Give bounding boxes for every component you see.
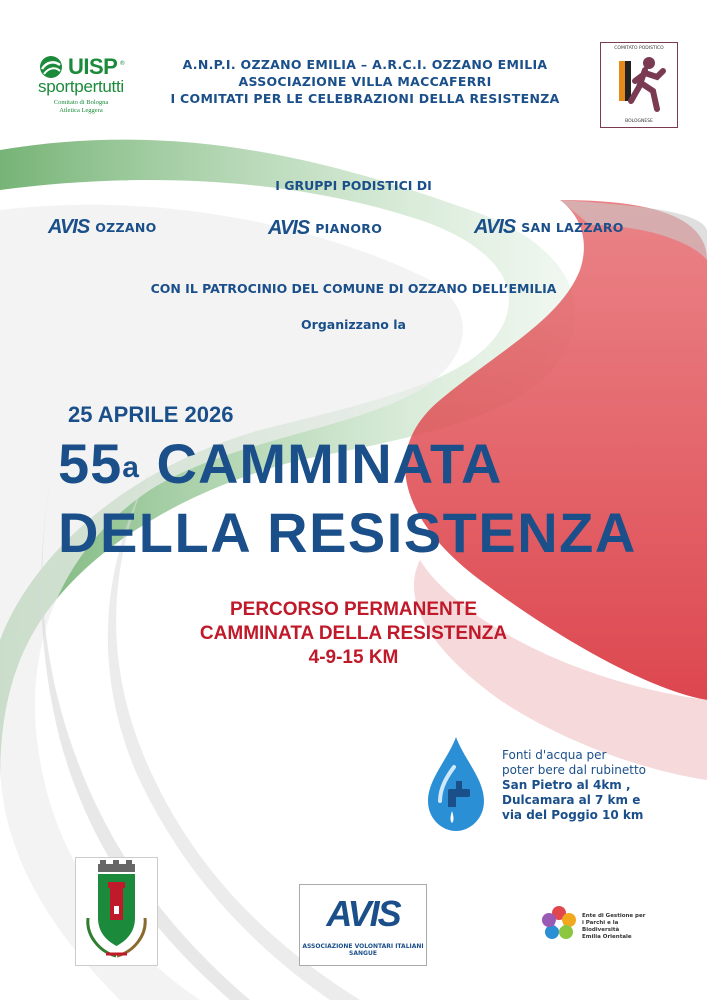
event-date: 25 APRILE 2026	[68, 402, 234, 427]
uisp-section-name: Atletica Leggera	[59, 107, 103, 114]
registered-mark: ®	[119, 59, 126, 67]
water-intro-2: poter bere dal rubinetto	[502, 763, 647, 777]
parchi-emilia-orientale-logo	[538, 903, 656, 945]
organizer-line-3: I COMITATI PER LE CELEBRAZIONI DELLA RESISTENZA	[170, 91, 560, 106]
parchi-line-2: i Parchi e la Biodiversità	[582, 920, 620, 933]
water-point-3: via del Poggio 10 km	[502, 808, 644, 822]
water-info	[502, 748, 702, 823]
avis-association-logo	[299, 884, 427, 966]
cps-bottom-label: BOLOGNESE	[625, 119, 653, 124]
avis-word: AVIS	[48, 216, 90, 238]
parchi-line-3: Emilia Orientale	[582, 934, 632, 940]
water-point-1: San Pietro al 4km ,	[502, 778, 631, 792]
comitato-podistico-logo	[600, 42, 678, 128]
runner-icon	[601, 43, 677, 127]
avis-word: AVIS	[474, 216, 516, 238]
organize-text: Organizzano la	[301, 317, 406, 332]
patronage-text: CON IL PATROCINIO DEL COMUNE DI OZZANO DELL’EMILIA	[150, 281, 557, 296]
route-distances: 4-9-15 KM	[308, 647, 399, 668]
water-point-2: Dulcamara al 7 km e	[502, 793, 641, 807]
water-tap-icon	[418, 731, 494, 835]
avis-city-label: OZZANO	[95, 220, 157, 235]
water-tap-image	[418, 731, 494, 835]
event-title-line-1	[58, 432, 503, 496]
avis-city-label: PIANORO	[315, 221, 383, 236]
avis-mark	[474, 216, 515, 239]
water-intro-1: Fonti d'acqua per	[502, 748, 607, 762]
avis-pianoro	[268, 217, 382, 240]
groups-intro: I GRUPPI PODISTICI DI	[275, 178, 432, 193]
coat-of-arms-icon	[76, 858, 157, 965]
avis-logo-word: AVIS	[326, 893, 400, 934]
avis-city-label: SAN LAZZARO	[521, 220, 624, 235]
edition-ordinal: a	[122, 451, 140, 484]
uisp-tagline: sportpertutti	[38, 77, 124, 96]
organizer-line-2: ASSOCIAZIONE VILLA MACCAFERRI	[238, 74, 492, 89]
parchi-text	[582, 913, 654, 941]
route-line-2: CAMMINATA DELLA RESISTENZA	[199, 623, 508, 644]
organizer-line-1: A.N.P.I. OZZANO EMILIA – A.R.C.I. OZZANO EMILIA	[182, 57, 548, 72]
uisp-brand: UISP	[68, 54, 118, 79]
parchi-line-1: Ente di Gestione per	[582, 913, 646, 919]
avis-logo-subtitle: ASSOCIAZIONE VOLONTARI ITALIANI SANGUE	[302, 943, 424, 957]
flower-icon	[538, 903, 580, 945]
avis-mark	[48, 216, 89, 239]
avis-san-lazzaro	[474, 216, 624, 239]
cps-top-label: COMITATO PODISTICO	[614, 46, 664, 51]
title-camminata: CAMMINATA	[139, 432, 503, 495]
uisp-committee-name: Comitato di Bologna	[53, 99, 109, 106]
uisp-logo	[38, 54, 158, 115]
uisp-emblem-icon	[38, 55, 64, 79]
avis-ozzano	[48, 216, 157, 239]
event-title-line-2: DELLA RESISTENZA	[58, 501, 637, 564]
ozzano-coat-of-arms	[75, 857, 158, 966]
route-line-1: PERCORSO PERMANENTE	[229, 599, 478, 620]
avis-mark	[268, 217, 309, 240]
avis-word: AVIS	[268, 217, 310, 239]
uisp-committee	[46, 99, 116, 115]
edition-number: 55	[58, 432, 123, 495]
